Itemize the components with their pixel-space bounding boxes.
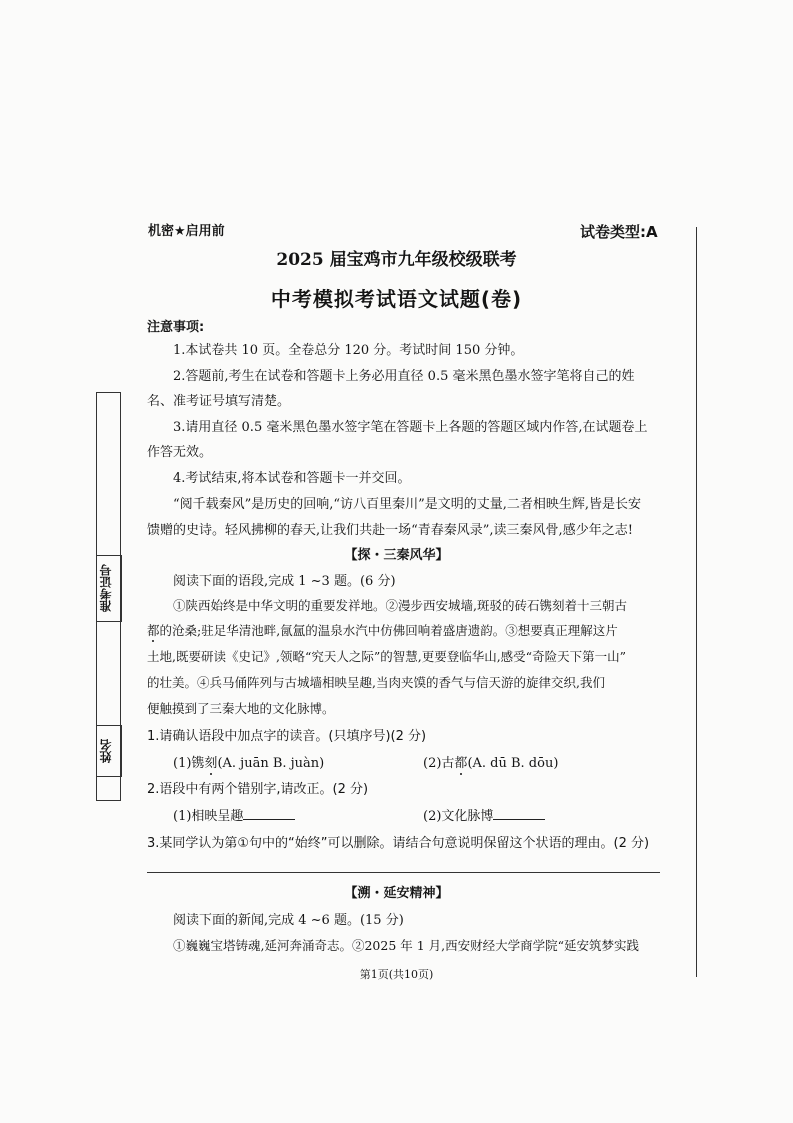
note-2-line1: 2.答题前,考生在试卷和答题卡上务必用直径 0.5 毫米黑色墨水签字笔将自己的姓 (173, 369, 635, 384)
intro-line1: “阅千载秦风”是历史的回响,“访八百里秦川”是文明的丈量,二者相映生辉,皆是长安 (173, 497, 641, 512)
note-2-line2: 名、准考证号填写清楚。 (147, 394, 291, 409)
section1-instruction: 阅读下面的语段,完成 1 ~3 题。(6 分) (173, 574, 396, 589)
question-2: 2.语段中有两个错别字,请改正。(2 分) (147, 782, 369, 797)
intro-line2: 馈赠的史诗。轻风拂柳的春天,让我们共赴一场“青春秦风录”,读三秦风骨,感少年之志! (147, 523, 633, 538)
question-1-item-1: (1)镌刻(A. juān B. juàn) (173, 756, 325, 771)
question-2-item-2: (2)文化脉博 (423, 805, 545, 824)
note-3-line1: 3.请用直径 0.5 毫米黑色墨水签字笔在答题卡上各题的答题区域内作答,在试题卷上 (173, 420, 648, 435)
passage1-line2 (147, 621, 618, 639)
passage1-line3: 土地,既要研读《史记》,领略“究天人之际”的智慧,更要登临华山,感受“奇险天下第一山” (147, 649, 626, 664)
right-margin-line (696, 227, 697, 977)
binding-bottom-edge (96, 800, 121, 801)
answer-divider (147, 872, 660, 873)
binding-top-edge (96, 392, 121, 393)
question-1: 1.请确认语段中加点字的读音。(只填序号)(2 分) (147, 729, 427, 744)
exam-subtitle: 中考模拟考试语文试题(卷) (270, 287, 523, 311)
passage1-line2-rest: 的沧桑;驻足华清池畔,氤氲的温泉水汽中仿佛回响着盛唐遗韵。③想要真正理解这片 (159, 623, 618, 638)
confidential-mark: 机密★启用前 (148, 224, 225, 239)
question-1-item-2: (2)古都(A. dū B. dōu) (423, 756, 559, 771)
passage1-line1: ①陕西始终是中华文明的重要发祥地。②漫步西安城墙,斑驳的砖石镌刻着十三朝古 (173, 598, 627, 613)
note-4: 4.考试结束,将本试卷和答题卡一并交回。 (173, 471, 411, 486)
answer-blank-1[interactable] (243, 807, 295, 820)
section2-instruction: 阅读下面的新闻,完成 4 ~6 题。(15 分) (173, 913, 404, 928)
section2-heading: 【溯・延安精神】 (344, 886, 449, 901)
section1-heading: 【探・三秦风华】 (344, 548, 449, 563)
candidate-name-label: 姓名 (99, 739, 113, 763)
dotted-char-du2: 都 (454, 756, 468, 771)
question-2-item-1: (1)相映呈趣 (173, 805, 295, 824)
paper-type: 试卷类型:A (580, 223, 658, 241)
notes-heading: 注意事项: (147, 320, 205, 335)
note-3-line2: 作答无效。 (147, 445, 213, 460)
passage1-line4: 的壮美。④兵马俑阵列与古城墙相映呈趣,当肉夹馍的香气与信天游的旋律交织,我们 (147, 675, 605, 690)
page-number: 第1页(共10页) (359, 968, 434, 981)
note-1: 1.本试卷共 10 页。全卷总分 120 分。考试时间 150 分钟。 (173, 343, 524, 358)
passage2-line1: ①巍巍宝塔铸魂,延河奔涌奇志。②2025 年 1 月,西安财经大学商学院“延安筑梦实践 (173, 938, 640, 953)
dotted-char-ke: 刻 (204, 756, 218, 771)
exam-title: 2025 届宝鸡市九年级校级联考 (276, 250, 517, 270)
dotted-char-du: 都 (147, 623, 160, 638)
question-3: 3.某同学认为第①句中的“始终”可以删除。请结合句意说明保留这个状语的理由。(2 分) (147, 836, 650, 851)
passage1-line5: 便触摸到了三秦大地的文化脉博。 (147, 701, 335, 716)
answer-blank-2[interactable] (493, 807, 545, 820)
candidate-id-label: 准考证号 (99, 564, 113, 612)
